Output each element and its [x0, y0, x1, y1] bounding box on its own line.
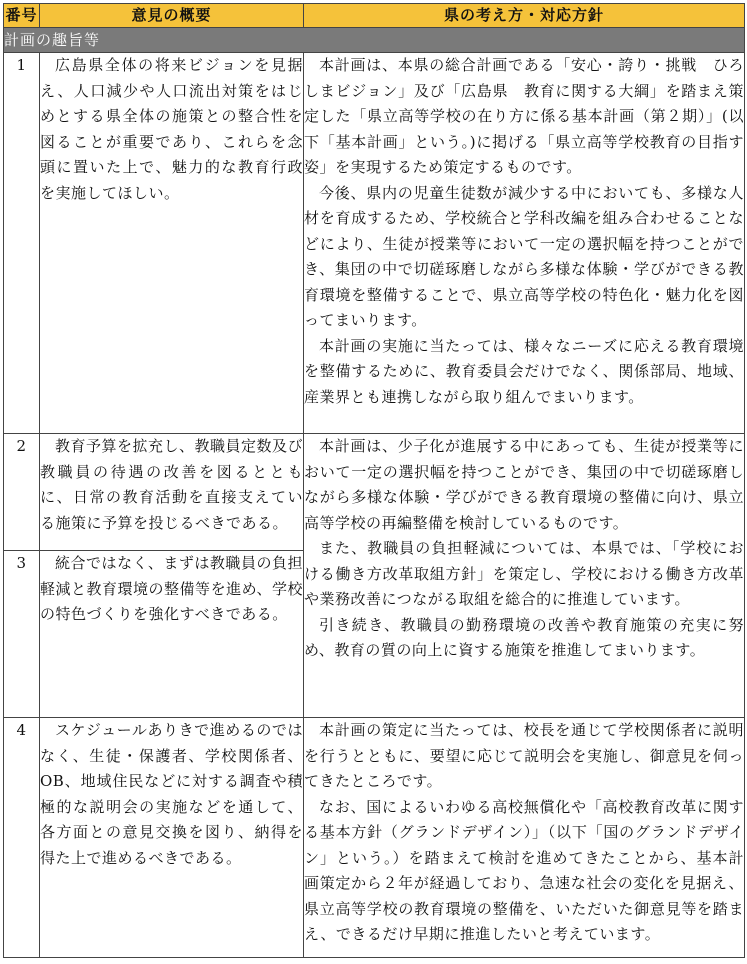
policy-paragraph: なお、国によるいわゆる高校無償化や「高校教育改革に関する基本方針（グランドデザイン）」（以下「国のグランドデザイン」という。）を踏まえて検討を進めてきたことから、基本計画策定から２年が経過しており、急速な社会の変化を見据え、県立高等学校の教育環境の整備を、いただいた御意見等を踏まえ、できるだけ早期に推進したいと考えています。	[304, 797, 744, 943]
table-header-row	[4, 4, 745, 28]
opinion-cell	[40, 53, 304, 434]
header-opinion: 意見の概要	[40, 4, 304, 28]
policy-paragraph: 引き続き、教職員の勤務環境の改善や教育施策の充実に努め、教育の質の向上に資する施策を推進してまいります。	[304, 615, 744, 659]
policy-cell	[304, 718, 745, 958]
opinion-text: 統合ではなく、まずは教職員の負担軽減と教育環境の整備等を進め、学校の特色づくりを強化すべきである。	[40, 554, 303, 623]
policy-paragraph: 今後、県内の児童生徒数が減少する中においても、多様な人材を育成するため、学校統合と学科改編を組み合わせることなどにより、生徒が授業等において一定の選択幅を持つことができ、集団の中で切磋琢磨しながら多様な体験・学びができる教育環境を整備することで、県立高等学校の特色化・魅力化を図ってまいります。	[304, 183, 744, 329]
row-number: 3	[4, 551, 40, 718]
table-row	[4, 53, 745, 434]
header-policy: 県の考え方・対応方針	[304, 4, 745, 28]
policy-paragraph: 本計画は、本県の総合計画である「安心・誇り・挑戦 ひろしまビジョン」及び「広島県 教育に関する大綱」を踏まえ策定した「県立高等学校の在り方に係る基本計画（第２期）」(以下「基本計画」という。)に掲げる「県立高等学校教育の目指す姿」を実現するため策定するものです。	[304, 56, 744, 176]
policy-paragraph: また、教職員の負担軽減については、本県では、「学校における働き方改革取組方針」を策定し、学校における働き方改革や業務改善につながる取組を総合的に推進しています。	[304, 539, 744, 608]
policy-cell	[304, 53, 745, 434]
opinion-text: 教育予算を拡充し、教職員定数及び教職員の待遇の改善を図るとともに、日常の教育活動を直接支えている施策に予算を投じるべきである。	[40, 437, 304, 532]
policy-cell	[304, 434, 745, 718]
row-number: 1	[4, 53, 40, 434]
row-number: 2	[4, 434, 40, 551]
opinion-text: スケジュールありきで進めるのではなく、生徒・保護者、学校関係者、OB、地域住民などに対する調査や積極的な説明会の実施などを通して、各方面との意見交換を図り、納得を得た上で進めるべきである。	[40, 721, 303, 867]
opinion-cell	[40, 551, 304, 718]
section-title: 計画の趣旨等	[4, 28, 745, 53]
policy-paragraph: 本計画の策定に当たっては、校長を通じて学校関係者に説明を行うとともに、要望に応じて説明会を実施し、御意見を伺ってきたところです。	[304, 721, 744, 790]
policy-paragraph: 本計画は、少子化が進展する中にあっても、生徒が授業等において一定の選択幅を持つことができ、集団の中で切磋琢磨しながら多様な体験・学びができる教育環境の整備に向け、県立高等学校の再編整備を検討しているものです。	[304, 437, 744, 532]
row-number: 4	[4, 718, 40, 958]
table-row	[4, 718, 745, 958]
table-row	[4, 434, 745, 551]
opinion-text: 広島県全体の将来ビジョンを見据え、人口減少や人口流出対策をはじめとする県全体の施策との整合性を図ることが重要であり、これらを念頭に置いた上で、魅力的な教育行政を実施してほしい。	[40, 56, 303, 202]
opinion-cell	[40, 434, 304, 551]
opinion-table	[3, 3, 745, 958]
section-row	[4, 28, 745, 53]
opinion-cell	[40, 718, 304, 958]
policy-paragraph: 本計画の実施に当たっては、様々なニーズに応える教育環境を整備するために、教育委員会だけでなく、関係部局、地域、産業界とも連携しながら取り組んでまいります。	[304, 336, 744, 406]
header-number: 番号	[4, 4, 40, 28]
